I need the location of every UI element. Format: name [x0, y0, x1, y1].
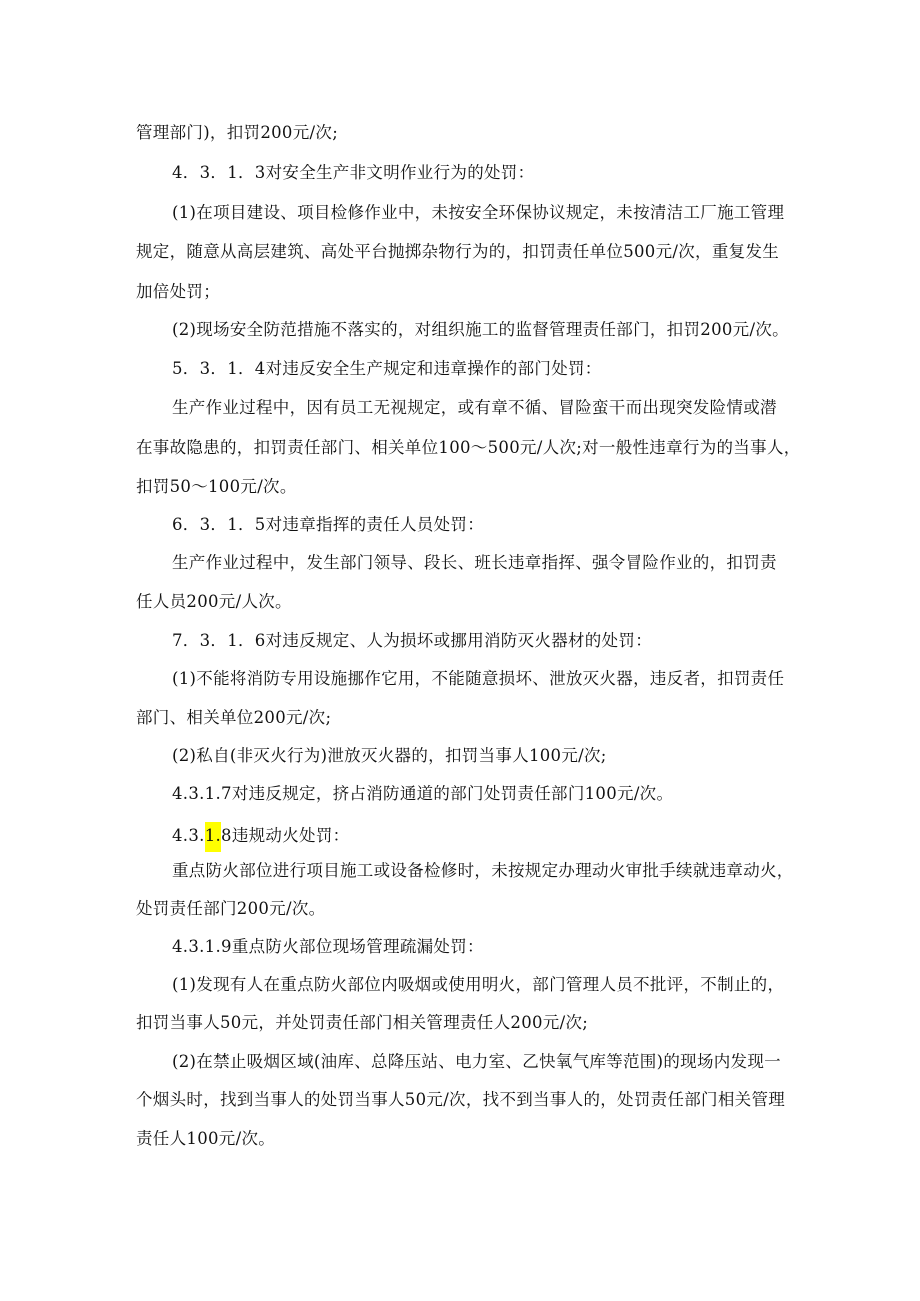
heading-suffix: 8违规动火处罚：	[221, 826, 350, 845]
paragraph-line: (2)现场安全防范措施不落实的，对组织施工的监督管理责任部门，扣罚200元/次。	[172, 320, 789, 339]
paragraph-line: 扣罚当事人50元，并处罚责任部门相关管理责任人200元/次;	[136, 1013, 589, 1032]
section-heading: 6．3．1．5对违章指挥的责任人员处罚：	[172, 515, 484, 534]
heading-prefix: 4.3.	[172, 826, 205, 845]
paragraph-line: (1)在项目建设、项目检修作业中，未按安全环保协议规定，未按清洁工厂施工管理	[172, 203, 785, 222]
section-heading: 4.3.1.7对违反规定，挤占消防通道的部门处罚责任部门100元/次。	[172, 784, 674, 803]
paragraph-line: 个烟头时，找到当事人的处罚当事人50元/次，找不到当事人的，处罚责任部门相关管理	[136, 1090, 786, 1109]
paragraph-line: 在事故隐患的，扣罚责任部门、相关单位100～500元/人次;对一般性违章行为的当事人，	[136, 438, 801, 457]
paragraph-line: 生产作业过程中，因有员工无视规定，或有章不循、冒险蛮干而出现突发险情或潜	[172, 398, 777, 417]
paragraph-line: 扣罚50～100元/次。	[136, 477, 297, 496]
paragraph-line: (2)在禁止吸烟区域(油库、总降压站、电力室、乙快氧气库等范围)的现场内发现一	[172, 1052, 781, 1071]
section-heading: 4．3．1．3对安全生产非文明作业行为的处罚：	[172, 163, 535, 182]
section-heading-highlighted	[172, 822, 349, 852]
paragraph-line: 任人员200元/人次。	[136, 592, 292, 611]
paragraph-line: (1)发现有人在重点防火部位内吸烟或使用明火，部门管理人员不批评，不制止的，	[172, 975, 785, 994]
paragraph-line: 管理部门)，扣罚200元/次;	[136, 123, 339, 142]
paragraph-line: 规定，随意从高层建筑、高处平台抛掷杂物行为的，扣罚责任单位500元/次，重复发生	[136, 242, 780, 261]
paragraph-line: 加倍处罚；	[136, 282, 220, 301]
section-heading: 5．3．1．4对违反安全生产规定和违章操作的部门处罚：	[172, 359, 602, 378]
paragraph-line: (1)不能将消防专用设施挪作它用，不能随意损坏、泄放灭火器，违反者，扣罚责任	[172, 669, 785, 688]
paragraph-line: (2)私自(非灭火行为)泄放灭火器的，扣罚当事人100元/次;	[172, 746, 607, 765]
paragraph-line: 处罚责任部门200元/次。	[136, 899, 326, 918]
paragraph-line: 重点防火部位进行项目施工或设备检修时，未按规定办理动火审批手续就违章动火，	[172, 861, 794, 880]
section-heading: 7．3．1．6对违反规定、人为损坏或挪用消防灭火器材的处罚：	[172, 631, 652, 650]
section-heading: 4.3.1.9重点防火部位现场管理疏漏处罚：	[172, 937, 484, 956]
paragraph-line: 生产作业过程中，发生部门领导、段长、班长违章指挥、强令冒险作业的，扣罚责	[172, 553, 777, 572]
paragraph-line: 责任人100元/次。	[136, 1129, 276, 1148]
paragraph-line: 部门、相关单位200元/次;	[136, 708, 332, 727]
highlight-mark: 1.	[205, 822, 221, 852]
